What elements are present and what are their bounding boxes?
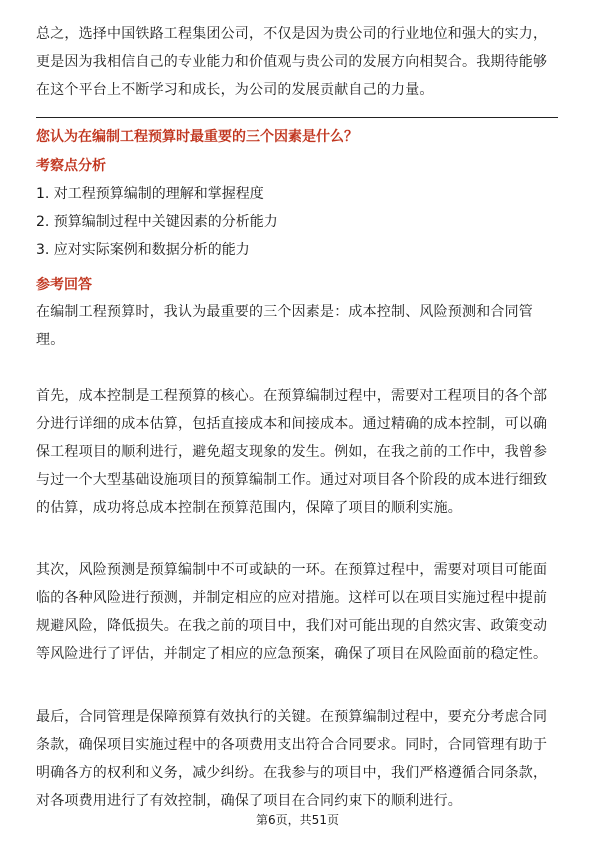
- answer-paragraph-2: 首先，成本控制是工程预算的核心。在预算编制过程中，需要对工程项目的各个部分进行详细的成本估算，包括直接成本和间接成本。通过精确的成本控制，可以确保工程项目的顺利进行，避免超支现象的发生。例如，在我之前的工作中，我曾参与过一个大型基础设施项目的预算编制工作。通过对项目各个阶段的成本进行细致的估算，成功将总成本控制在预算范围内，保障了项目的顺利实施。: [36, 388, 548, 516]
- analysis-item-2: 2. 预算编制过程中关键因素的分析能力: [36, 214, 278, 230]
- intro-conclusion-paragraph: 总之，选择中国铁路工程集团公司，不仅是因为贵公司的行业地位和强大的实力，更是因为我相信自己的专业能力和价值观与贵公司的发展方向相契合。我期待能够在这个平台上不断学习和成长，为公司的发展贡献自己的力量。: [36, 26, 548, 98]
- answer-paragraph-3: 其次，风险预测是预算编制中不可或缺的一环。在预算过程中，需要对项目可能面临的各种风险进行预测，并制定相应的应对措施。这样可以在项目实施过程中提前规避风险，降低损失。在我之前的项目中，我们对可能出现的自然灾害、政策变动等风险进行了评估，并制定了相应的应急预案，确保了项目在风险面前的稳定性。: [36, 562, 548, 662]
- page-indicator: 第6页，共51页: [256, 813, 339, 827]
- analysis-item-3: 3. 应对实际案例和数据分析的能力: [36, 242, 250, 258]
- answer-title: 参考回答: [36, 277, 92, 293]
- section-divider: [36, 117, 558, 118]
- question-heading: 您认为在编制工程预算时最重要的三个因素是什么？: [36, 129, 358, 145]
- analysis-item-1: 1. 对工程预算编制的理解和掌握程度: [36, 186, 264, 202]
- answer-paragraph-4: 最后，合同管理是保障预算有效执行的关键。在预算编制过程中，要充分考虑合同条款，确保项目实施过程中的各项费用支出符合合同要求。同时，合同管理有助于明确各方的权利和义务，减少纠纷。在我参与的项目中，我们严格遵循合同条款，对各项费用进行了有效控制，确保了项目在合同约束下的顺利进行。: [36, 709, 548, 809]
- answer-paragraph-1: 在编制工程预算时，我认为最重要的三个因素是：成本控制、风险预测和合同管理。: [36, 304, 533, 348]
- analysis-title: 考察点分析: [36, 158, 106, 174]
